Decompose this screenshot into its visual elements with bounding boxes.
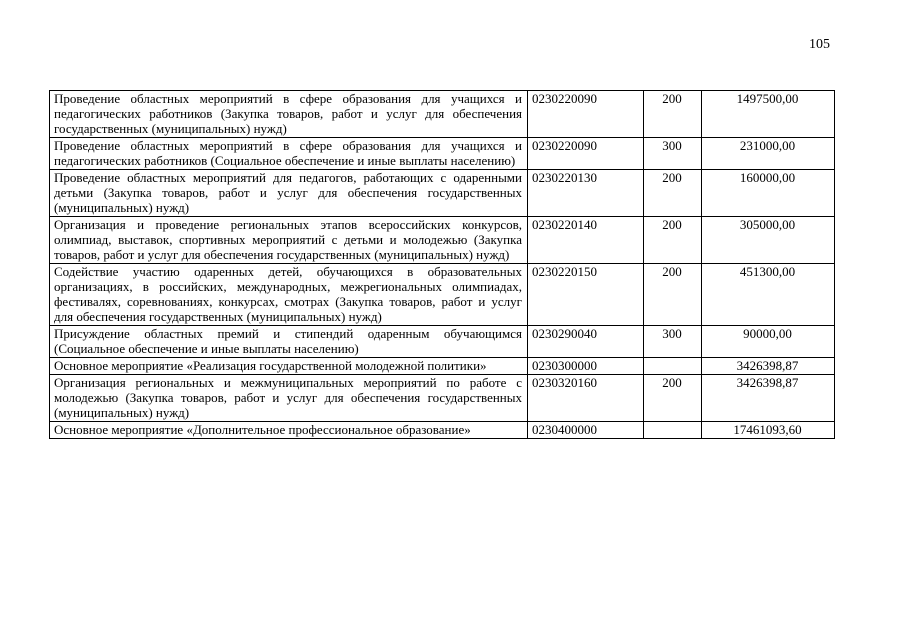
row-expense-type: 200 <box>644 91 702 138</box>
budget-table <box>49 90 835 439</box>
row-target-code: 0230320160 <box>528 375 644 422</box>
row-expense-type: 300 <box>644 326 702 358</box>
row-target-code: 0230290040 <box>528 326 644 358</box>
page-number: 105 <box>809 37 830 52</box>
row-amount: 305000,00 <box>702 217 835 264</box>
row-amount: 231000,00 <box>702 138 835 170</box>
table-row <box>50 170 835 217</box>
row-description: Организация региональных и межмуниципальных мероприятий по работе с молодежью (Закупка товаров, работ и услуг для обеспечения государственных (муниципальных) нужд) <box>50 375 528 422</box>
row-target-code: 0230220150 <box>528 264 644 326</box>
row-description: Основное мероприятие «Реализация государственной молодежной политики» <box>50 358 528 375</box>
row-amount: 3426398,87 <box>702 358 835 375</box>
row-expense-type: 200 <box>644 375 702 422</box>
row-amount: 451300,00 <box>702 264 835 326</box>
row-expense-type: 200 <box>644 264 702 326</box>
row-target-code: 0230220140 <box>528 217 644 264</box>
row-amount: 3426398,87 <box>702 375 835 422</box>
table-row <box>50 138 835 170</box>
row-target-code: 0230220090 <box>528 91 644 138</box>
row-expense-type: 300 <box>644 138 702 170</box>
row-expense-type: 200 <box>644 217 702 264</box>
row-amount: 90000,00 <box>702 326 835 358</box>
table-row <box>50 217 835 264</box>
table-row <box>50 264 835 326</box>
row-amount: 1497500,00 <box>702 91 835 138</box>
table-row <box>50 375 835 422</box>
row-target-code: 0230220090 <box>528 138 644 170</box>
row-target-code: 0230400000 <box>528 422 644 439</box>
row-target-code: 0230300000 <box>528 358 644 375</box>
row-description: Проведение областных мероприятий в сфере образования для учащихся и педагогических работников (Закупка товаров, работ и услуг для обеспечения государственных (муниципальных) нужд) <box>50 91 528 138</box>
table-row <box>50 326 835 358</box>
table-row <box>50 91 835 138</box>
table-row <box>50 422 835 439</box>
row-expense-type <box>644 358 702 375</box>
row-expense-type: 200 <box>644 170 702 217</box>
row-target-code: 0230220130 <box>528 170 644 217</box>
row-description: Основное мероприятие «Дополнительное профессиональное образование» <box>50 422 528 439</box>
table-row <box>50 358 835 375</box>
row-amount: 160000,00 <box>702 170 835 217</box>
row-description: Организация и проведение региональных этапов всероссийских конкурсов, олимпиад, выставок, спортивных мероприятий с детьми и молодежью (Закупка товаров, работ и услуг для обеспечения государственных (муниципальных) нужд) <box>50 217 528 264</box>
row-description: Проведение областных мероприятий для педагогов, работающих с одаренными детьми (Закупка товаров, работ и услуг для обеспечения государственных (муниципальных) нужд) <box>50 170 528 217</box>
row-amount: 17461093,60 <box>702 422 835 439</box>
row-description: Содействие участию одаренных детей, обучающихся в образовательных организациях, в российских, международных, межрегиональных олимпиадах, фестивалях, соревнованиях, конкурсах, смотрах (Закупка товаров, работ и услуг для обеспечения государственных (муниципальных) нужд) <box>50 264 528 326</box>
row-description: Присуждение областных премий и стипендий одаренным обучающимся (Социальное обеспечение и иные выплаты населению) <box>50 326 528 358</box>
row-expense-type <box>644 422 702 439</box>
row-description: Проведение областных мероприятий в сфере образования для учащихся и педагогических работников (Социальное обеспечение и иные выплаты населению) <box>50 138 528 170</box>
